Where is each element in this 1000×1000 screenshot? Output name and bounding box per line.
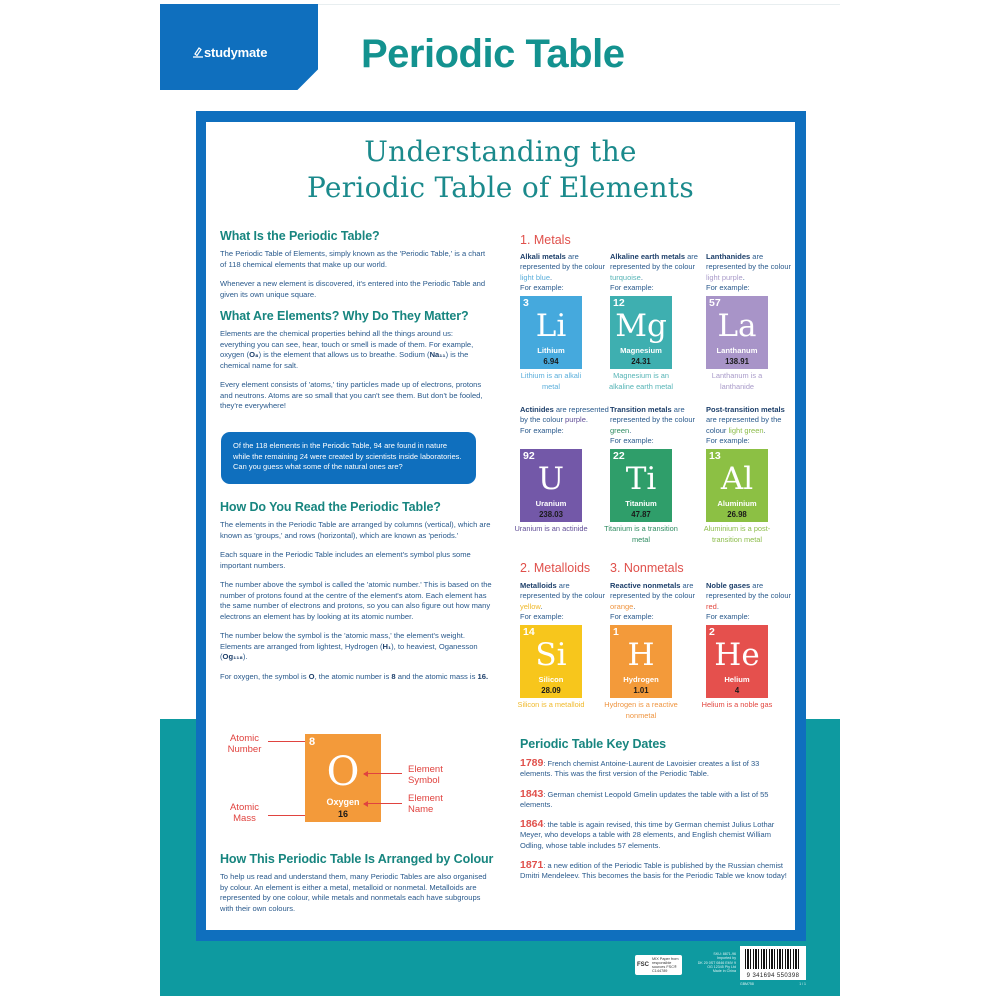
atomic-mass: 28.09 <box>541 686 561 695</box>
category-reactive-nonmetals <box>604 581 700 721</box>
fact-callout: Of the 118 elements in the Periodic Table, 94 are found in nature while the remaining 24 were created by scientists inside laboratories. Can you guess what some of the natural ones are? <box>221 432 476 484</box>
headline-line-2: Periodic Table of Elements <box>306 171 695 204</box>
atomic-mass: 26.98 <box>727 510 747 519</box>
element-name: Lanthanum <box>716 346 758 355</box>
element-caption: Uranium is an actinide <box>514 524 588 533</box>
print-info-line: Made in China <box>712 969 736 974</box>
category-post-transition-metals <box>703 405 796 545</box>
read-section <box>220 500 492 691</box>
date-entry <box>520 758 790 780</box>
element-symbol: U <box>537 461 565 497</box>
section-heading-colour: How This Periodic Table Is Arranged by Colour <box>220 852 494 866</box>
element-tile <box>706 296 768 369</box>
element-name: Uranium <box>535 499 567 508</box>
element-symbol: He <box>714 637 760 673</box>
headline-line-1: Understanding the <box>364 135 637 168</box>
print-info <box>686 952 736 973</box>
date-text: : French chemist Antoine-Laurent de Lavoisier creates a list of 33 elements. This was the first version of the Periodic Table. <box>520 759 760 779</box>
label-atomic-number: Atomic Number <box>227 733 262 755</box>
paragraph: The number below the symbol is the 'atomic mass,' the element's weight. Elements are arranged from lightest, Hydrogen (H₁), to heaviest, Oganesson (Og₁₁₈). <box>220 631 478 661</box>
atomic-number: 8 <box>309 736 316 748</box>
atomic-mass: 238.03 <box>539 510 563 519</box>
print-info-line: OG 12345 Pty Ltd <box>707 964 736 969</box>
key-dates-section <box>520 737 790 891</box>
fsc-text: MIX Paper from responsible sources FSC® C144789 <box>652 957 679 973</box>
arrow-element-name <box>364 803 402 804</box>
atomic-number: 14 <box>523 626 535 638</box>
heading-metalloids: 2. Metalloids <box>520 561 591 575</box>
element-name: Silicon <box>538 675 564 684</box>
dates-list <box>520 758 790 882</box>
element-name: Hydrogen <box>623 675 659 684</box>
element-symbol: O <box>326 749 360 795</box>
section-heading-what-is: What Is the Periodic Table? <box>220 229 380 243</box>
atomic-mass: 16 <box>337 809 348 819</box>
category-metalloids <box>517 581 610 711</box>
section-heading-elements: What Are Elements? Why Do They Matter? <box>220 309 469 323</box>
pencil-icon <box>193 47 203 58</box>
paragraph: To help us read and understand them, many Periodic Tables are also organised by colour. An element is either a metal, metalloid or nonmetal. Metalloids are represented by one colour, while metals and nonmetals each have subgroups with their own colours. <box>220 872 487 913</box>
paragraph: For oxygen, the symbol is O, the atomic number is 8 and the atomic mass is 16. <box>220 671 489 681</box>
category-transition-metals <box>604 405 700 545</box>
atomic-number: 92 <box>523 450 535 462</box>
section-heading-read: How Do You Read the Periodic Table? <box>220 500 441 514</box>
atomic-mass: 4 <box>734 686 740 695</box>
barcode <box>740 946 806 980</box>
category-alkali-metals <box>520 252 610 392</box>
brand-name: studymate <box>204 45 268 60</box>
category-description: Reactive nonmetals are represented by the colour orange. For example: <box>610 581 696 621</box>
date-year: 1789 <box>520 757 544 769</box>
paragraph: Each square in the Periodic Table includes an element's symbol plus some important numbers. <box>220 550 471 570</box>
paragraph: The elements in the Periodic Table are arranged by columns (vertical), which are known as 'groups,' and rows (horizontal), which are known as 'periods.' <box>220 520 491 540</box>
colour-section <box>220 852 495 923</box>
product-code: GBM758 <box>740 982 754 986</box>
element-tile <box>706 449 768 522</box>
barcode-footer <box>740 982 806 986</box>
element-caption: Titanium is a transition metal <box>604 524 678 544</box>
category-noble-gases <box>701 581 796 711</box>
element-name: Oxygen <box>326 797 360 807</box>
element-symbol: Si <box>535 637 567 673</box>
fsc-label <box>635 955 682 975</box>
date-year: 1871 <box>520 859 544 872</box>
element-caption: Helium is a noble gas <box>701 700 773 709</box>
element-caption: Silicon is a metalloid <box>517 700 585 709</box>
page-title: Periodic Table <box>361 32 625 76</box>
element-tile <box>610 625 672 698</box>
date-entry <box>520 819 790 851</box>
category-description: Metalloids are represented by the colour yellow. For example: <box>520 581 606 621</box>
fsc-tree-icon: FSC <box>637 962 649 968</box>
category-lanthanides <box>706 252 796 392</box>
category-description: Alkaline earth metals are represented by the colour turquoise. For example: <box>610 252 698 292</box>
atomic-mass: 1.01 <box>633 686 649 695</box>
date-text: : the table is again revised, this time by German chemist Julius Lothar Meyer, who develops a table with 28 elements, and English chemist William Odling, whose table includes 57 elements. <box>520 820 775 850</box>
element-caption: Lanthanum is a lanthanide <box>711 371 763 391</box>
heading-nonmetals: 3. Nonmetals <box>610 561 684 575</box>
atomic-mass: 24.31 <box>631 357 651 366</box>
heading-metals: 1. Metals <box>520 233 571 247</box>
paragraph: The number above the symbol is called the 'atomic number.' This is based on the number of protons found at the centre of the element's atom. Each element has the same number of electrons and protons, so you can also figure out how many electrons an element has by looking at its atomic number. <box>220 580 492 621</box>
category-description: Lanthanides are represented by the colour light purple. For example: <box>706 252 792 292</box>
element-caption: Hydrogen is a reactive nonmetal <box>604 700 678 720</box>
element-name: Helium <box>724 675 750 684</box>
category-description: Transition metals are represented by the colour green. For example: <box>610 405 696 445</box>
element-name: Aluminium <box>717 499 757 508</box>
oxygen-example-tile <box>305 734 381 822</box>
page-count: 1 / 1 <box>799 982 806 986</box>
element-tile <box>610 449 672 522</box>
headline <box>206 134 795 206</box>
category-alkaline-earth-metals <box>610 252 700 392</box>
paragraph: Every element consists of 'atoms,' tiny particles made up of electrons, protons and neutrons. Atoms are so small that you can't see them. But don't be fooled, they're everywhere! <box>220 380 483 410</box>
date-entry <box>520 860 790 882</box>
atomic-number: 13 <box>709 450 721 462</box>
atomic-mass: 138.91 <box>725 357 749 366</box>
print-info-line: Imported by <box>717 956 736 961</box>
element-tile <box>610 296 672 369</box>
atomic-number: 2 <box>709 626 715 638</box>
atomic-number: 1 <box>613 626 619 638</box>
date-text: : German chemist Leopold Gmelin updates the table with a list of 55 elements. <box>520 789 769 809</box>
label-element-name: Element Name <box>408 793 443 815</box>
brand-logo <box>193 45 267 60</box>
element-name: Lithium <box>537 346 565 355</box>
date-year: 1843 <box>520 787 544 800</box>
barcode-number: 9 341694 550398 <box>746 973 800 979</box>
print-info-line: DK 20 0ST 0846 EMV 9 <box>697 960 736 965</box>
paragraph: The Periodic Table of Elements, simply known as the 'Periodic Table,' is a chart of 118 chemical elements that make up our world. <box>220 249 486 269</box>
arrow-atomic-number <box>268 741 310 742</box>
element-caption: Magnesium is an alkaline earth metal <box>608 371 674 391</box>
atomic-mass: 6.94 <box>543 357 559 366</box>
element-symbol: Mg <box>615 308 667 344</box>
atomic-number: 12 <box>613 297 625 309</box>
date-year: 1864 <box>520 818 544 831</box>
label-atomic-mass: Atomic Mass <box>229 802 260 824</box>
atomic-mass: 47.87 <box>631 510 651 519</box>
element-name: Titanium <box>625 499 657 508</box>
date-text: : a new edition of the Periodic Table is published by the Russian chemist Dmitri Mendeleev. This becomes the basis for the Periodic Table we know today! <box>520 861 787 881</box>
element-tile <box>520 625 582 698</box>
category-description: Post-transition metals are represented by the colour light green. For example: <box>706 405 785 445</box>
element-symbol: Li <box>535 308 567 344</box>
section-heading-dates: Periodic Table Key Dates <box>520 737 667 751</box>
element-symbol: Ti <box>625 461 657 497</box>
element-caption: Lithium is an alkali metal <box>520 371 582 391</box>
barcode-bars <box>745 949 801 969</box>
atomic-number: 3 <box>523 297 529 309</box>
element-tile <box>520 296 582 369</box>
category-description: Actinides are represented by the colour purple. For example: <box>520 405 609 435</box>
element-symbol: La <box>717 308 757 344</box>
element-tile <box>706 625 768 698</box>
atomic-number: 22 <box>613 450 625 462</box>
print-info-line: SKU: 8871-96 <box>713 952 736 956</box>
date-entry <box>520 789 790 811</box>
paragraph: Elements are the chemical properties behind all the things around us: everything you can see, hear, touch or smell is made of them. For example, oxygen (O₈) is the element that allows us to breathe. Sodium (Na₁₁) is the chemical name for salt. <box>220 329 474 370</box>
element-symbol: H <box>627 637 655 673</box>
element-tile <box>520 449 582 522</box>
element-name: Magnesium <box>620 346 662 355</box>
label-element-symbol: Element Symbol <box>408 764 443 786</box>
arrow-element-symbol <box>364 773 402 774</box>
element-caption: Aluminium is a post-transition metal <box>703 524 771 544</box>
left-column <box>220 229 490 421</box>
paragraph: Whenever a new element is discovered, it's entered into the Periodic Table and given its own unique square. <box>220 279 486 299</box>
category-actinides <box>514 405 610 535</box>
atomic-number: 57 <box>709 297 721 309</box>
category-description: Noble gases are represented by the colour red. For example: <box>706 581 792 621</box>
element-symbol: Al <box>720 461 754 497</box>
category-description: Alkali metals are represented by the colour light blue. For example: <box>520 252 606 292</box>
